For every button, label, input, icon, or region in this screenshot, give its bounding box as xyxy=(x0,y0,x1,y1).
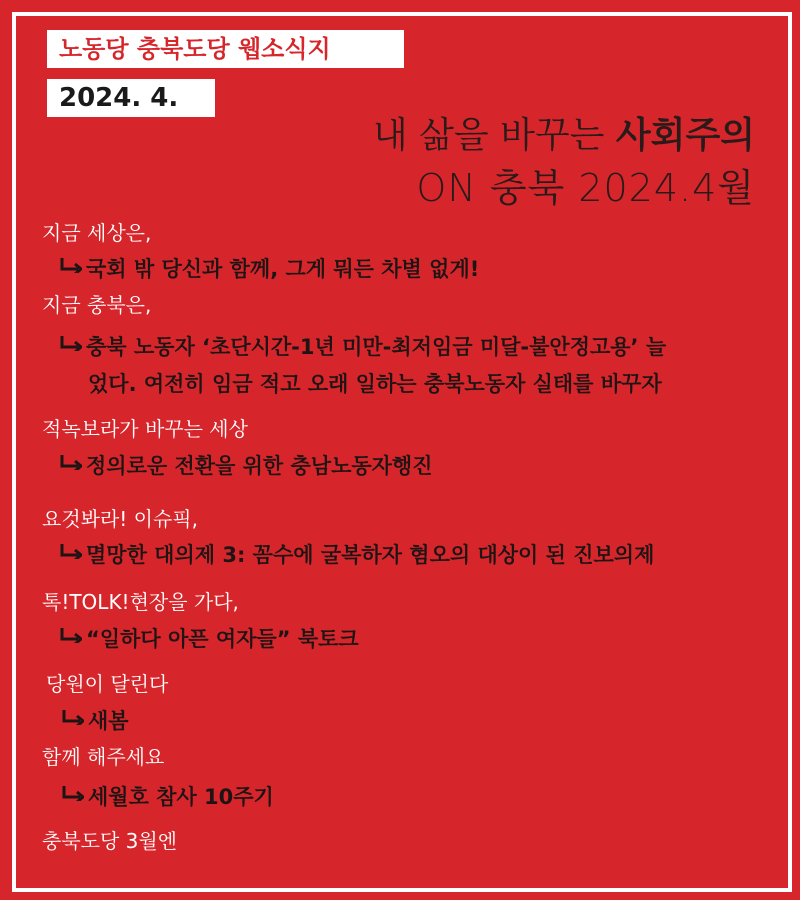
section-item: 충북 노동자 ‘초단시간-1년 미만-최저임금 미달-불안정고용’ 늘 xyxy=(86,335,667,359)
corner-arrow-icon xyxy=(60,257,80,273)
section-heading: 적녹보라가 바꾸는 세상 xyxy=(42,417,248,441)
corner-arrow-icon xyxy=(62,709,82,725)
issue-date-label: 2024. 4. xyxy=(47,79,215,117)
section-item: 멸망한 대의제 3: 꼼수에 굴복하자 혐오의 대상이 된 진보의제 xyxy=(86,543,655,567)
section-heading: 함께 해주세요 xyxy=(42,745,165,769)
headline-light: 내 삶을 바꾸는 xyxy=(372,115,616,156)
corner-arrow-icon xyxy=(60,627,80,643)
corner-arrow-icon xyxy=(60,454,80,470)
corner-arrow-icon xyxy=(62,785,82,801)
publication-label: 노동당 충북도당 웹소식지 xyxy=(47,30,404,68)
headline-line-1 xyxy=(373,114,755,158)
section-heading: 지금 세상은, xyxy=(42,221,152,245)
footer-note: 충북도당 3월엔 xyxy=(42,829,178,853)
section-heading: 톡!TOLK!현장을 가다, xyxy=(42,590,239,614)
section-item: 새봄 xyxy=(88,709,129,733)
section-item: “일하다 아픈 여자들” 북토크 xyxy=(86,627,359,651)
headline-line-2: ON 충북 2024.4월 xyxy=(416,166,755,210)
section-item: 정의로운 전환을 위한 충남노동자행진 xyxy=(86,454,433,478)
section-heading: 당원이 달린다 xyxy=(46,672,169,696)
section-item: 세월호 참사 10주기 xyxy=(88,785,274,809)
corner-arrow-icon xyxy=(60,543,80,559)
section-item-continued: 었다. 여전히 임금 적고 오래 일하는 충북노동자 실태를 바꾸자 xyxy=(88,372,662,396)
section-heading: 지금 충북은, xyxy=(42,293,152,317)
headline-bold: 사회주의 xyxy=(615,115,755,156)
section-item: 국회 밖 당신과 함께, 그게 뭐든 차별 없게! xyxy=(86,257,480,281)
corner-arrow-icon xyxy=(60,335,80,351)
section-heading: 요것봐라! 이슈픽, xyxy=(42,507,198,531)
